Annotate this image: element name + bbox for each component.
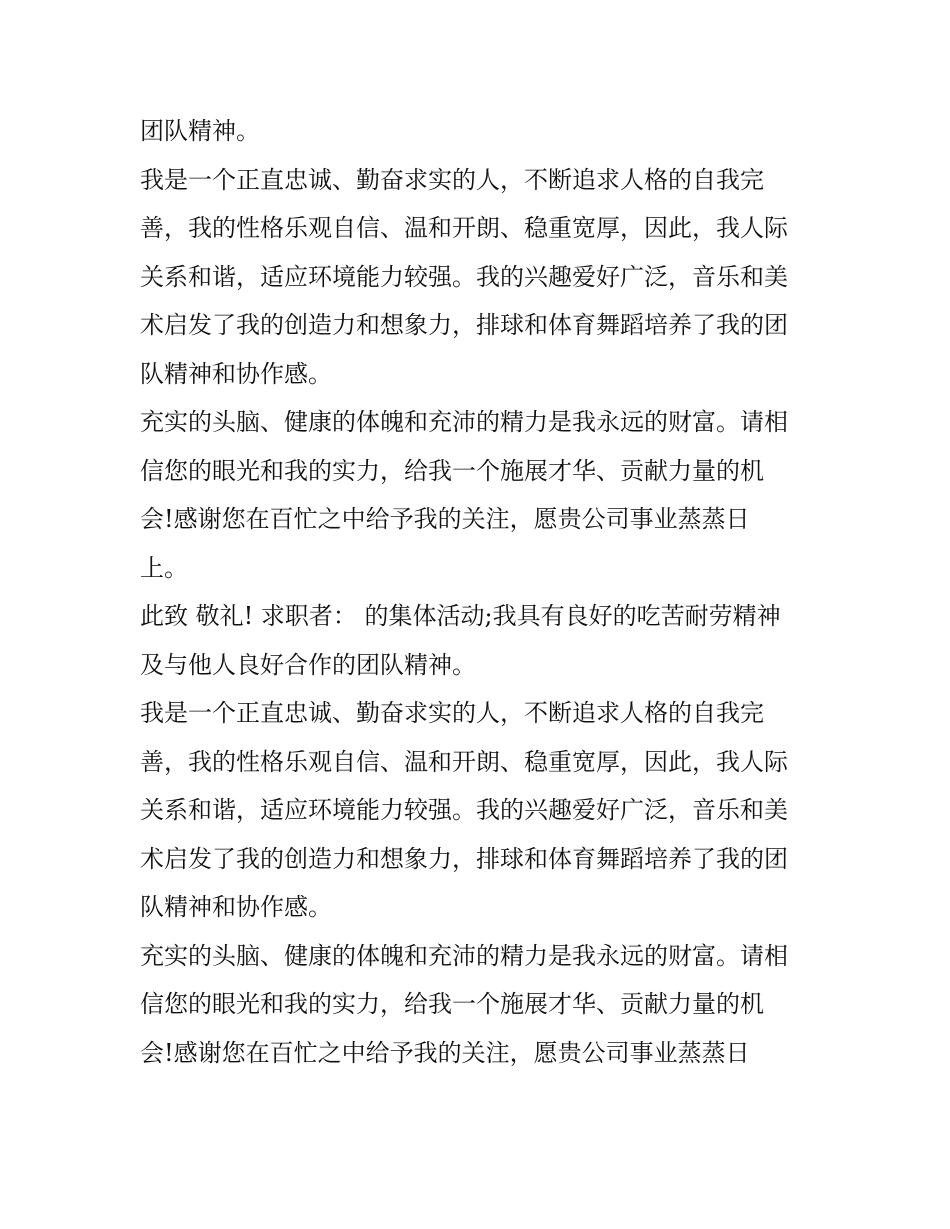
- body-text: [140, 107, 820, 1077]
- text-line: 信您的眼光和我的实力，给我一个施展才华、贡献力量的机: [140, 990, 764, 1018]
- text-line: 队精神和协作感。: [140, 893, 332, 921]
- text-line: 上。: [140, 553, 188, 582]
- text-line: 术启发了我的创造力和想象力，排球和体育舞蹈培养了我的团: [140, 844, 788, 873]
- text-line: 我是一个正直忠诚、勤奋求实的人，不断追求人格的自我完: [140, 699, 764, 727]
- text-line: 善，我的性格乐观自信、温和开朗、稳重宽厚，因此，我人际: [140, 747, 788, 776]
- text-line: 会!感谢您在百忙之中给予我的关注，愿贵公司事业蒸蒸日: [140, 505, 750, 533]
- text-line: 充实的头脑、健康的体魄和充沛的精力是我永远的财富。请相: [140, 408, 788, 436]
- text-line: 术启发了我的创造力和想象力，排球和体育舞蹈培养了我的团: [140, 311, 788, 339]
- text-line: 我是一个正直忠诚、勤奋求实的人，不断追求人格的自我完: [140, 165, 764, 194]
- text-line: 此致 敬礼! 求职者： 的集体活动;我具有良好的吃苦耐劳精神: [140, 602, 781, 630]
- text-line: 关系和谐，适应环境能力较强。我的兴趣爱好广泛，音乐和美: [140, 796, 788, 824]
- text-line: 及与他人良好合作的团队精神。: [140, 650, 476, 679]
- text-line: 关系和谐，适应环境能力较强。我的兴趣爱好广泛，音乐和美: [140, 262, 788, 291]
- text-line: 信您的眼光和我的实力，给我一个施展才华、贡献力量的机: [140, 456, 764, 485]
- text-line: 队精神和协作感。: [140, 359, 332, 388]
- text-line: 充实的头脑、健康的体魄和充沛的精力是我永远的财富。请相: [140, 941, 788, 970]
- text-line: 善，我的性格乐观自信、温和开朗、稳重宽厚，因此，我人际: [140, 214, 788, 242]
- text-line: 会!感谢您在百忙之中给予我的关注，愿贵公司事业蒸蒸日: [140, 1038, 750, 1067]
- text-line: 团队精神。: [140, 117, 260, 145]
